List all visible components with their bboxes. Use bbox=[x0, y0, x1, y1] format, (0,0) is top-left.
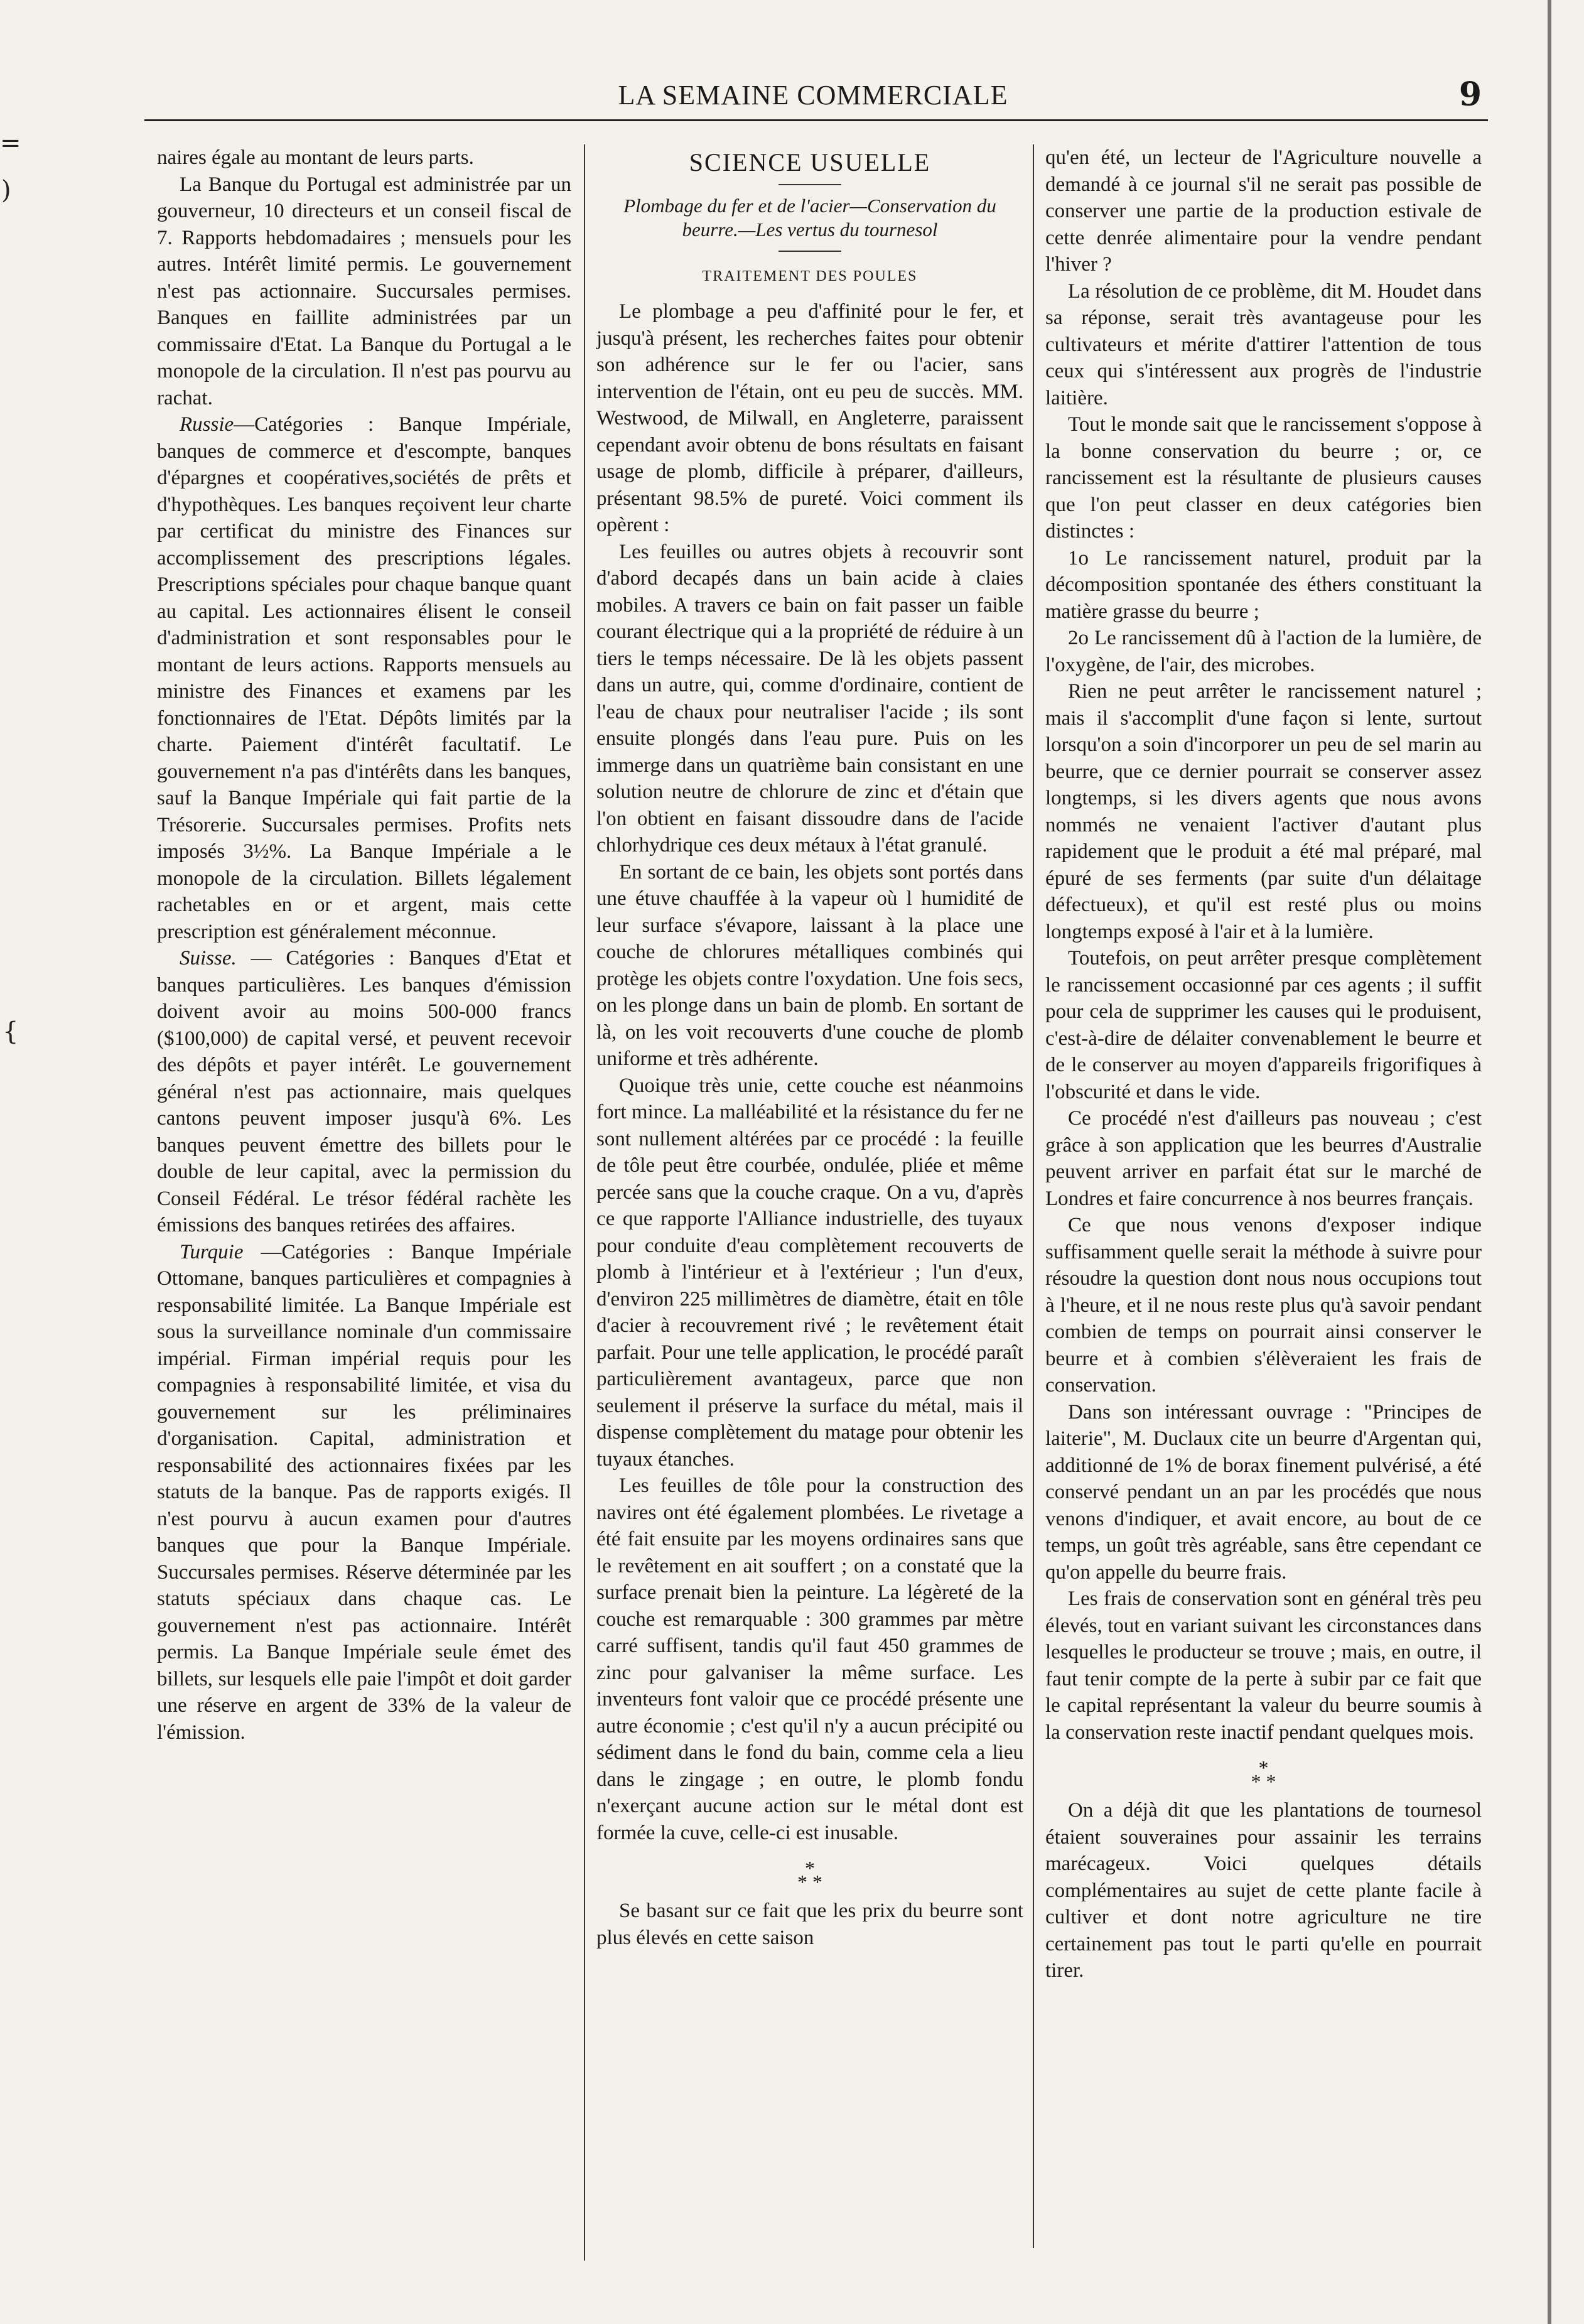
paragraph: Ce que nous venons d'exposer indique suffisamment quelle serait la méthode à suivre pour résoudre la question dont nous nous occupions tout à l'heure, et il ne nous reste plus qu'à savoir pendant combien de temps on pourrait ainsi conserver le beurre et à combien s'élèveraient les frais de conservation. bbox=[1045, 1214, 1482, 1397]
paragraph: Turquie —Catégories : Banque Impériale Ottomane, banques particulières et compagnies à responsabilité limitée. La Banque Impériale est sous la surveillance nominale d'un commissaire impérial. Firman impérial requis pour les compagnies à responsabilité limitée, et visa du gouvernement sur les préliminaires d'organisation. Capital, administration et responsabilité des actionnaires fixées par les statuts de la banque. Pas de rapports exigés. Il n'est pourvu à aucun examen pour d'autres banques que pour la Banque Impériale. Succursales permises. Réserve déterminée par les statuts spéciaux dans chaque cas. Le gouvernement n'est pas actionnaire. Intérêt permis. La Banque Impériale seule émet des billets, sur lesquels elle paie l'impôt et doit garder une réserve en argent de 33% de la valeur de l'émission. bbox=[157, 1240, 571, 1744]
paragraph: Dans son intéressant ouvrage : "Principes de laiterie", M. Duclaux cite un beurre d'Argentan qui, additionné de 1% de borax finement pulvérisé, a été conservé pendant un an par les procédés que nous venons d'indiquer, et avait encore, au bout de ce temps, un goût très agréable, sans être cependant ce qu'on appelle du beurre frais. bbox=[1045, 1400, 1482, 1584]
paragraph: Quoique très unie, cette couche est néanmoins fort mince. La malléabilité et la résistance du fer ne sont nullement altérées par ce procédé : la feuille de tôle peut être courbée, ondulée, pliée et même percée sans que la couche craque. On a vu, d'après ce que rapporte l'Alliance industrielle, des tuyaux pour conduite d'eau complètement recouverts de plomb à l'intérieur et à l'extérieur ; l'un d'eux, d'environ 225 millimètres de diamètre, était en tôle d'acier à recouvrement rivé ; le revêtement était parfait. Pour une telle application, le procédé paraît particulièrement avantageux, parce que non seulement il préserve la surface du métal, mais il dispense complètement du matage pour obtenir les tuyaux étanches. bbox=[596, 1074, 1023, 1471]
paragraph: Rien ne peut arrêter le rancissement naturel ; mais il s'accomplit d'une façon si lente, surtout lorsqu'on a soin d'incorporer un peu de sel marin au beurre, que ce dernier pourrait se conserver assez longtemps, si les divers agents que nous avons nommés ne venaient l'activer d'autant plus rapidement que le produit a été mal préparé, mal épuré de ses ferments (par suite d'un délaitage défectueux), et qu'il est resté plus ou moins longtemps exposé à l'air et à la lumière. bbox=[1045, 680, 1482, 943]
paragraph: Les frais de conservation sont en général très peu élevés, tout en variant suivant les circonstances dans lesquelles le producteur se trouve ; mais, en outre, il faut tenir compte de la perte à subir par ce fait que le capital représentant la valeur du beurre soumis à la conservation reste inactif pendant quelques mois. bbox=[1045, 1587, 1482, 1744]
margin-mark: ) bbox=[1, 176, 11, 205]
column-3 bbox=[1045, 144, 1482, 1984]
margin-mark: = bbox=[0, 129, 21, 158]
paragraph: qu'en été, un lecteur de l'Agriculture nouvelle a demandé à ce journal s'il ne serait pas possible de conserver une partie de la production estivale de cette denrée alimentaire pour la vendre pendant l'hiver ? bbox=[1045, 146, 1482, 276]
country-lead: Russie bbox=[180, 413, 234, 436]
section-title: SCIENCE USUELLE bbox=[689, 148, 931, 176]
paragraph: Toutefois, on peut arrêter presque complètement le rancissement occasionné par ces agents ; il suffit pour cela de supprimer les causes qui le produisent, c'est-à-dire de délaiter convenablement le beurre et de le conserver au moyen d'appareils frigorifiques à l'obscurité et dans le vide. bbox=[1045, 947, 1482, 1103]
paragraph: Les feuilles de tôle pour la construction des navires ont été également plombées. Le rivetage a été fait ensuite par les moyens ordinaires sans que le revêtement en ait souffert ; on a constaté que la surface prenait bien la peinture. La légèreté de la couche est remarquable : 300 grammes par mètre carré suffisent, tandis qu'il faut 450 grammes de zinc pour galvaniser la même surface. Les inventeurs font valoir que ce procédé présente une autre économie ; c'est qu'il n'y a aucun précipité ou sédiment dans le fond du bain, comme cela a lieu dans le zingage ; en outre, le plomb fondu n'exerçant aucune action sur le métal dont est formée la cuve, celle-ci est inusable. bbox=[596, 1474, 1023, 1844]
paragraph: Suisse. — Catégories : Banques d'Etat et banques particulières. Les banques d'émission doivent avoir au moins 500-000 francs ($100,000) de capital versé, et peuvent recevoir des dépôts et payer intérêt. Le gouvernement général n'est pas actionnaire, mais quelques cantons peuvent imposer jusqu'à 6%. Les banques peuvent émettre des billets pour le double de leur capital, avec la permission du Conseil Fédéral. Le trésor fédéral rachète les émissions des banques retirées des affaires. bbox=[157, 947, 571, 1236]
column-1 bbox=[157, 144, 571, 1746]
subheading: TRAITEMENT DES POULES bbox=[702, 268, 918, 284]
section-subtitle: Plombage du fer et de l'acier—Conservation du beurre.—Les vertus du tournesol bbox=[623, 194, 996, 241]
paragraph: 2o Le rancissement dû à l'action de la lumière, de l'oxygène, de l'air, des microbes. bbox=[1045, 627, 1482, 676]
section-separator: * * * bbox=[797, 1857, 822, 1893]
paragraph: Se basant sur ce fait que les prix du beurre sont plus élevés en cette saison bbox=[596, 1900, 1023, 1949]
section-separator: * * * bbox=[1251, 1756, 1276, 1793]
paragraph: Le plombage a peu d'affinité pour le fer, et jusqu'à présent, les recherches faites pour obtenir son adhérence sur le fer ou l'acier, sans intervention de l'étain, ont eu peu de succès. MM. Westwood, de Milwall, en Angleterre, paraissent cependant avoir obtenu de bons résultats en faisant usage de plomb, difficile à préparer, d'ailleurs, présentant 98.5% de pureté. Voici comment ils opèrent : bbox=[596, 300, 1023, 536]
paragraph: Russie—Catégories : Banque Impériale, banques de commerce et d'escompte, banques d'épargnes et coopératives,sociétés de prêts et d'hypothèques. Les banques reçoivent leur charte par certificat du ministre des Finances sur accomplissement des prescriptions légales. Prescriptions spéciales pour chaque banque quant au capital. Les actionnaires élisent le conseil d'administration et sont responsables pour le montant de leurs actions. Rapports mensuels au ministre des Finances et examens par les fonctionnaires de l'Etat. Dépôts limités par la charte. Paiement d'intérêt facultatif. Le gouvernement n'a pas d'intérêts dans les banques, sauf la Banque Impériale qui fait partie de la Trésorerie. Succursales permises. Profits nets imposés 3½%. La Banque Impériale a le monopole de la circulation. Billets légalement rachetables en or et argent, mais cette prescription est généralement méconnue. bbox=[157, 413, 571, 943]
column-divider bbox=[1033, 144, 1034, 2248]
country-lead: Turquie bbox=[180, 1240, 244, 1263]
column-2 bbox=[596, 144, 1023, 1951]
margin-mark: { bbox=[3, 1017, 19, 1046]
paragraph: Tout le monde sait que le rancissement s'oppose à la bonne conservation du beurre ; or, ce rancissement est la résultante de plusieurs causes que l'on peut classer en deux catégories bien distinctes : bbox=[1045, 413, 1482, 543]
paragraph: 1o Le rancissement naturel, produit par la décomposition spontanée des éthers constituant la matière grasse du beurre ; bbox=[1045, 546, 1482, 623]
paragraph: En sortant de ce bain, les objets sont portés dans une étuve chauffée à la vapeur où l humidité de leur surface s'évapore, laissant à la place une couche de chlorures métalliques combinés qui protège les objets contre l'oxydation. Une fois secs, on les plonge dans un bain de plomb. En sortant de là, on les voit recouverts d'une couche de plomb uniforme et très adhérente. bbox=[596, 860, 1023, 1070]
page-edge bbox=[1548, 0, 1551, 2324]
paragraph: On a déjà dit que les plantations de tournesol étaient souveraines pour assainir les terrains marécageux. Voici quelques détails complémentaires au sujet de cette plante facile à cultiver et dont notre agriculture ne tire certainement pas tout le parti qu'elle en pourrait tirer. bbox=[1045, 1799, 1482, 1982]
publication-title: LA SEMAINE COMMERCIALE bbox=[618, 80, 1008, 111]
paragraph: La Banque du Portugal est administrée par un gouverneur, 10 directeurs et un conseil fiscal de 7. Rapports hebdomadaires ; mensuels pour les autres. Intérêt limité permis. Le gouvernement n'est pas actionnaire. Succursales permises. Banques en faillite administrées par un commissaire d'Etat. La Banque du Portugal a le monopole de la circulation. Il n'est pas pourvu au rachat. bbox=[157, 173, 571, 409]
paragraph: naires égale au montant de leurs parts. bbox=[157, 146, 474, 169]
column-divider bbox=[584, 144, 585, 2261]
subtitle-rule bbox=[779, 251, 841, 252]
title-rule bbox=[779, 184, 841, 185]
paragraph: Ce procédé n'est d'ailleurs pas nouveau ; c'est grâce à son application que les beurres d'Australie peuvent arriver en parfait état sur le marché de Londres et faire concurrence à nos beurres français. bbox=[1045, 1107, 1482, 1210]
masthead bbox=[144, 74, 1482, 118]
header-rule bbox=[144, 119, 1488, 121]
country-lead: Suisse. bbox=[180, 947, 237, 970]
paragraph: Les feuilles ou autres objets à recouvrir sont d'abord decapés dans un bain acide à claies mobiles. A travers ce bain on fait passer un faible courant électrique qui a la propriété de réduire à un tiers le temps nécessaire. De là les objets passent dans un autre, qui, comme d'ordinaire, contient de l'eau de chaux pour neutraliser l'acide ; ils sont ensuite plongés dans l'eau pure. Puis on les immerge dans un quatrième bain consistant en une solution neutre de chlorure de zinc et d'étain que l'on obtient en faisant dissoudre dans de l'acide chlorhydrique ces deux métaux à l'état granulé. bbox=[596, 540, 1023, 857]
paragraph: La résolution de ce problème, dit M. Houdet dans sa réponse, serait très avantageuse pour les cultivateurs et mérite d'attirer l'attention de tous ceux qui s'intéressent aux progrès de l'industrie laitière. bbox=[1045, 279, 1482, 409]
page-number: 9 bbox=[1458, 75, 1482, 114]
